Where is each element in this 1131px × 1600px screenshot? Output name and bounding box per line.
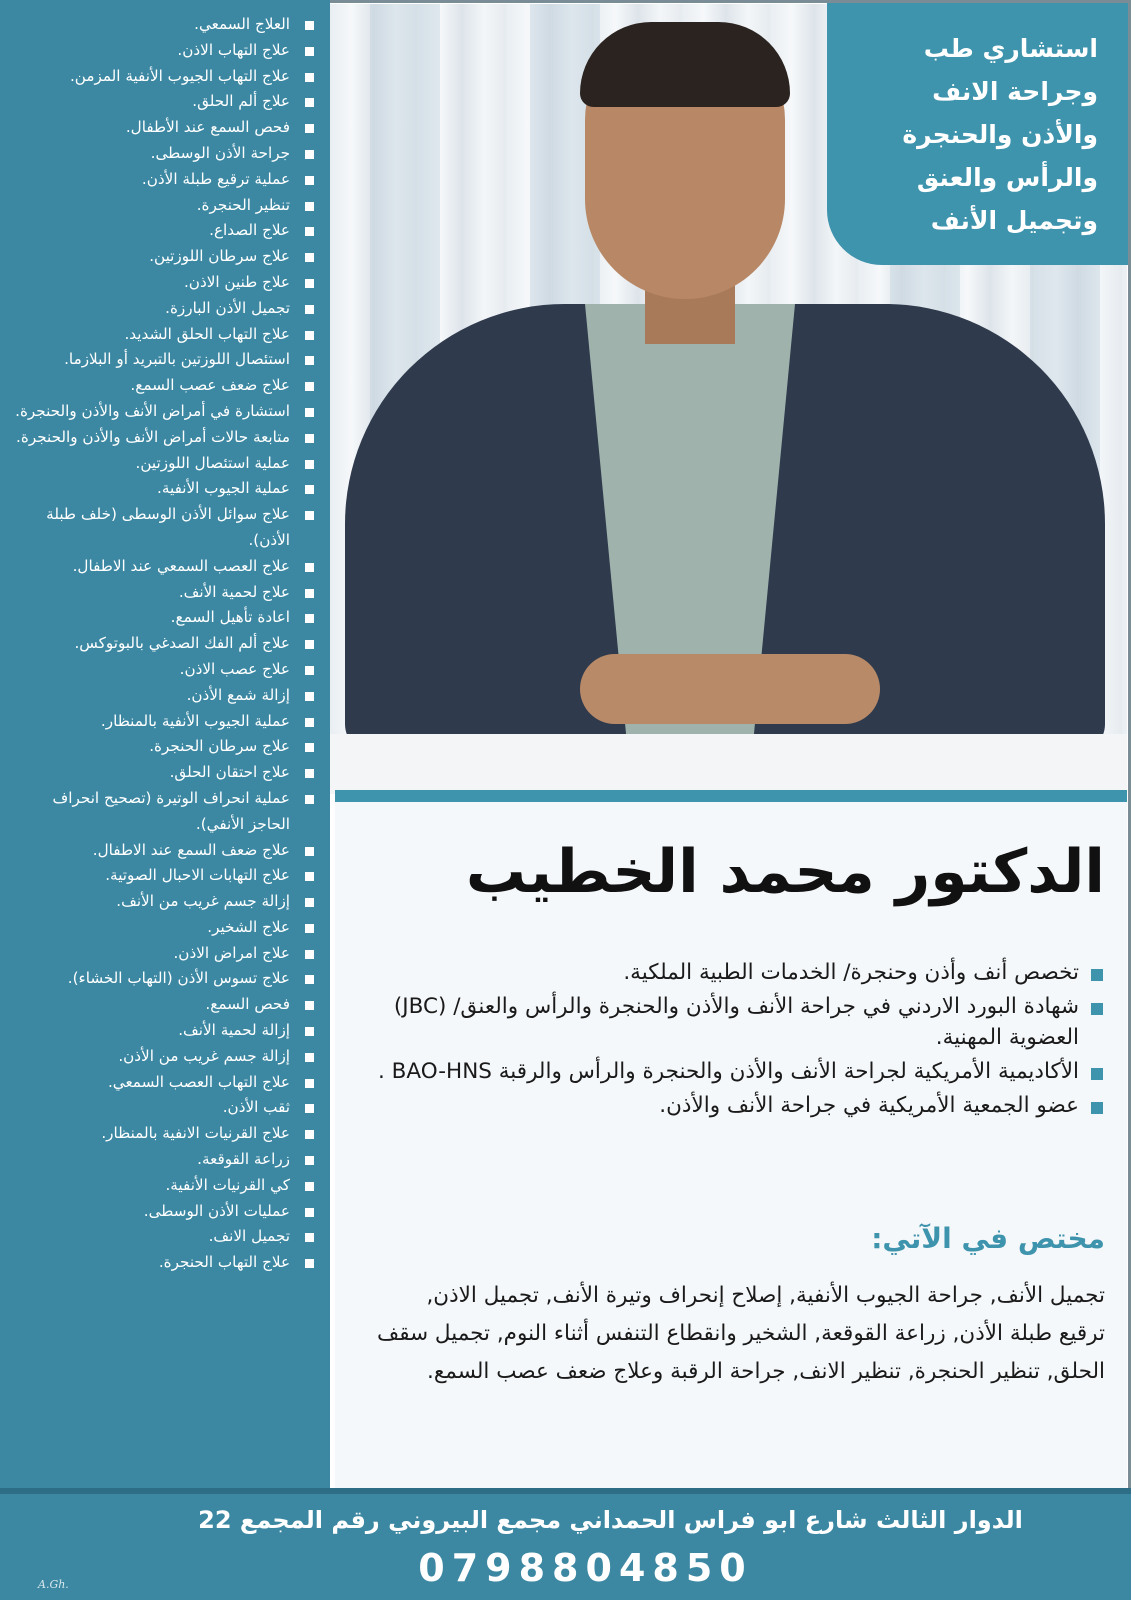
service-item: عملية استئصال اللوزتين. — [8, 451, 316, 477]
services-list — [8, 12, 316, 1276]
service-item: علاج التهاب الحنجرة. — [8, 1250, 316, 1276]
service-item: علاج طنين الاذن. — [8, 270, 316, 296]
service-item: علاج ألم الحلق. — [8, 89, 316, 115]
clinic-address: الدوار الثالث شارع ابو فراس الحمداني مجمع البيروني رقم المجمع 22 — [198, 1506, 1023, 1534]
service-item: علاج ضعف السمع عند الاطفال. — [8, 838, 316, 864]
service-item: تجميل الأذن البارزة. — [8, 296, 316, 322]
credential-item: تخصص أنف وأذن وحنجرة/ الخدمات الطبية الملكية. — [355, 957, 1105, 988]
service-item: علاج التهاب الاذن. — [8, 38, 316, 64]
service-item: تنظير الحنجرة. — [8, 193, 316, 219]
service-item: علاج العصب السمعي عند الاطفال. — [8, 554, 316, 580]
service-item: استشارة في أمراض الأنف والأذن والحنجرة. — [8, 399, 316, 425]
credentials-list — [355, 957, 1105, 1121]
phone-number[interactable]: 0798804850 — [418, 1546, 753, 1590]
services-column — [0, 0, 330, 1488]
service-item: علاج القرنيات الانفية بالمنظار. — [8, 1121, 316, 1147]
service-item: زراعة القوقعة. — [8, 1147, 316, 1173]
service-item: عملية ترقيع طبلة الأذن. — [8, 167, 316, 193]
service-item: عملية انحراف الوتيرة (تصحيح انحراف الحاجز الأنفي). — [8, 786, 316, 838]
title-line: والأذن والحنجرة — [902, 120, 1098, 149]
service-item: عملية الجيوب الأنفية بالمنظار. — [8, 709, 316, 735]
credential-item: الأكاديمية الأمريكية لجراحة الأنف والأذن والحنجرة والرأس والرقبة BAO-HNS . — [355, 1056, 1105, 1087]
credential-item: عضو الجمعية الأمريكية في جراحة الأنف والأذن. — [355, 1090, 1105, 1121]
service-item: علاج امراض الاذن. — [8, 941, 316, 967]
service-item: علاج ألم الفك الصدغي بالبوتوكس. — [8, 631, 316, 657]
specialties-text: تجميل الأنف, جراحة الجيوب الأنفية, إصلاح إنحراف وتيرة الأنف, تجميل الاذن, ترقيع طبلة الأذن, زراعة القوقعة, الشخير وانقطاع التنفس أثناء النوم, تجميل سقف الحلق, تنظير الحنجرة, تنظير الانف, جراحة الرقبة وعلاج ضعف عصب السمع. — [376, 1283, 1105, 1384]
specialties-heading: مختص في الآتي: — [871, 1222, 1105, 1255]
designer-signature: A.Gh. — [38, 1578, 69, 1591]
service-item: إزالة شمع الأذن. — [8, 683, 316, 709]
service-item: عمليات الأذن الوسطى. — [8, 1199, 316, 1225]
service-item: إزالة لحمية الأنف. — [8, 1018, 316, 1044]
info-panel — [335, 790, 1127, 1488]
service-item: فحص السمع. — [8, 992, 316, 1018]
service-item: علاج التهابات الاحبال الصوتية. — [8, 863, 316, 889]
service-item: علاج التهاب العصب السمعي. — [8, 1070, 316, 1096]
service-item: علاج عصب الاذن. — [8, 657, 316, 683]
service-item: تجميل الانف. — [8, 1224, 316, 1250]
service-item: فحص السمع عند الأطفال. — [8, 115, 316, 141]
service-item: علاج ضعف عصب السمع. — [8, 373, 316, 399]
doctor-name: الدكتور محمد الخطيب — [465, 837, 1105, 907]
title-badge — [827, 3, 1128, 265]
title-line: وجراحة الانف — [932, 77, 1098, 106]
service-item: علاج لحمية الأنف. — [8, 580, 316, 606]
desk — [330, 734, 1127, 794]
service-item: علاج الصداع. — [8, 218, 316, 244]
service-item: علاج سرطان الحنجرة. — [8, 734, 316, 760]
credential-item: شهادة البورد الاردني في جراحة الأنف والأذن والحنجرة والرأس والعنق/ (JBC) العضوية المهنية. — [355, 991, 1105, 1053]
service-item: استئصال اللوزتين بالتبريد أو البلازما. — [8, 347, 316, 373]
service-item: ثقب الأذن. — [8, 1095, 316, 1121]
service-item: اعادة تأهيل السمع. — [8, 605, 316, 631]
service-item: علاج احتقان الحلق. — [8, 760, 316, 786]
title-line: استشاري طب — [923, 34, 1098, 63]
footer — [0, 1488, 1131, 1600]
service-item: العلاج السمعي. — [8, 12, 316, 38]
service-item: علاج التهاب الجيوب الأنفية المزمن. — [8, 64, 316, 90]
title-line: والرأس والعنق — [916, 163, 1098, 192]
doctor-hands — [580, 654, 880, 724]
service-item: علاج سرطان اللوزتين. — [8, 244, 316, 270]
service-item: عملية الجيوب الأنفية. — [8, 476, 316, 502]
service-item: إزالة جسم غريب من الأذن. — [8, 1044, 316, 1070]
service-item: علاج الشخير. — [8, 915, 316, 941]
doctor-hair — [580, 22, 790, 107]
service-item: علاج سوائل الأذن الوسطى (خلف طبلة الأذن). — [8, 502, 316, 554]
service-item: علاج التهاب الحلق الشديد. — [8, 322, 316, 348]
service-item: علاج تسوس الأذن (التهاب الخشاء). — [8, 966, 316, 992]
service-item: جراحة الأذن الوسطى. — [8, 141, 316, 167]
service-item: متابعة حالات أمراض الأنف والأذن والحنجرة. — [8, 425, 316, 451]
title-line: وتجميل الأنف — [930, 206, 1098, 235]
service-item: كي القرنيات الأنفية. — [8, 1173, 316, 1199]
service-item: إزالة جسم غريب من الأنف. — [8, 889, 316, 915]
